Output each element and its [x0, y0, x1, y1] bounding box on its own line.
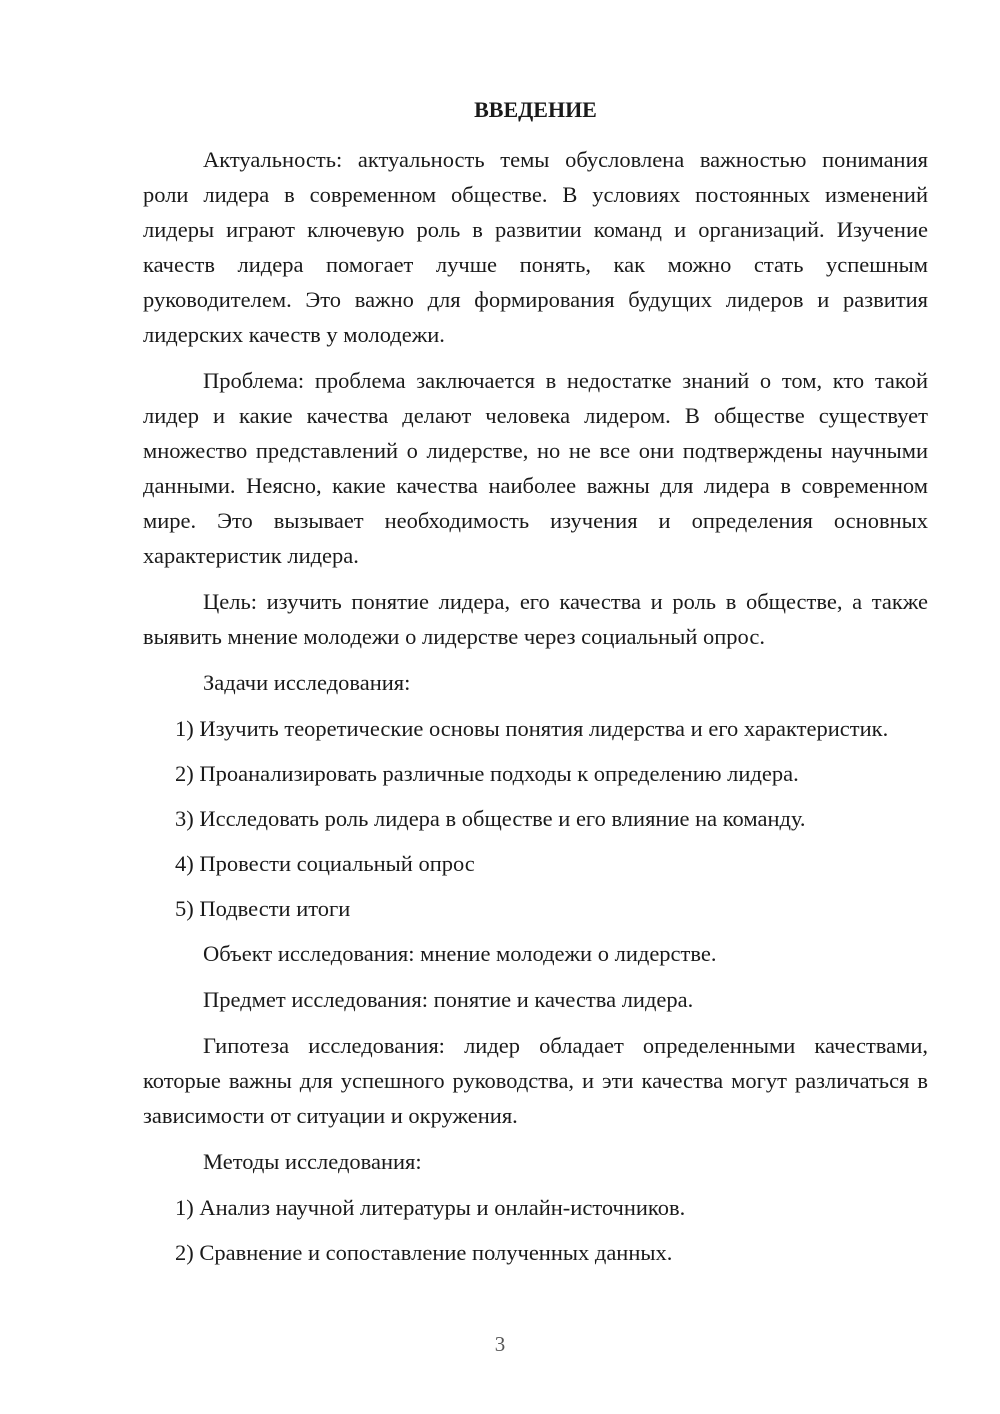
- subject-paragraph: Предмет исследования: понятие и качества лидера.: [203, 987, 694, 1012]
- task-item-2: 2) Проанализировать различные подходы к определению лидера.: [175, 761, 799, 786]
- task-item-1: 1) Изучить теоретические основы понятия лидерства и его характеристик.: [175, 716, 889, 741]
- relevance-paragraph: Актуальность: актуальность темы обусловлена важностью понимания роли лидера в современном обществе. В условиях постоянных изменений лидеры играют ключевую роль в развитии команд и организаций. Изучение качеств лидера помогает лучше понять, как можно стать успешным руководителем. Это важно для формирования будущих лидеров и развития лидерских качеств у молодежи.: [143, 147, 928, 347]
- goal-paragraph: Цель: изучить понятие лидера, его качества и роль в обществе, а также выявить мнение молодежи о лидерстве через социальный опрос.: [143, 589, 928, 649]
- page-title: ВВЕДЕНИЕ: [474, 97, 597, 122]
- page-number: 3: [494, 1332, 506, 1356]
- method-item-1: 1) Анализ научной литературы и онлайн-источников.: [175, 1195, 686, 1220]
- methods-heading: Методы исследования:: [203, 1149, 422, 1174]
- task-item-3: 3) Исследовать роль лидера в обществе и его влияние на команду.: [175, 806, 806, 831]
- task-item-5: 5) Подвести итоги: [175, 896, 351, 921]
- method-item-2: 2) Сравнение и сопоставление полученных данных.: [175, 1240, 673, 1265]
- document-page: [143, 95, 928, 1280]
- hypothesis-paragraph: Гипотеза исследования: лидер обладает определенными качествами, которые важны для успешного руководства, и эти качества могут различаться в зависимости от ситуации и окружения.: [143, 1033, 928, 1128]
- object-paragraph: Объект исследования: мнение молодежи о лидерстве.: [203, 941, 717, 966]
- tasks-heading: Задачи исследования:: [203, 670, 411, 695]
- task-item-4: 4) Провести социальный опрос: [175, 851, 475, 876]
- problem-paragraph: Проблема: проблема заключается в недостатке знаний о том, кто такой лидер и какие качества делают человека лидером. В обществе существует множество представлений о лидерстве, но не все они подтверждены научными данными. Неясно, какие качества наиболее важны для лидера в современном мире. Это вызывает необходимость изучения и определения основных характеристик лидера.: [143, 368, 928, 568]
